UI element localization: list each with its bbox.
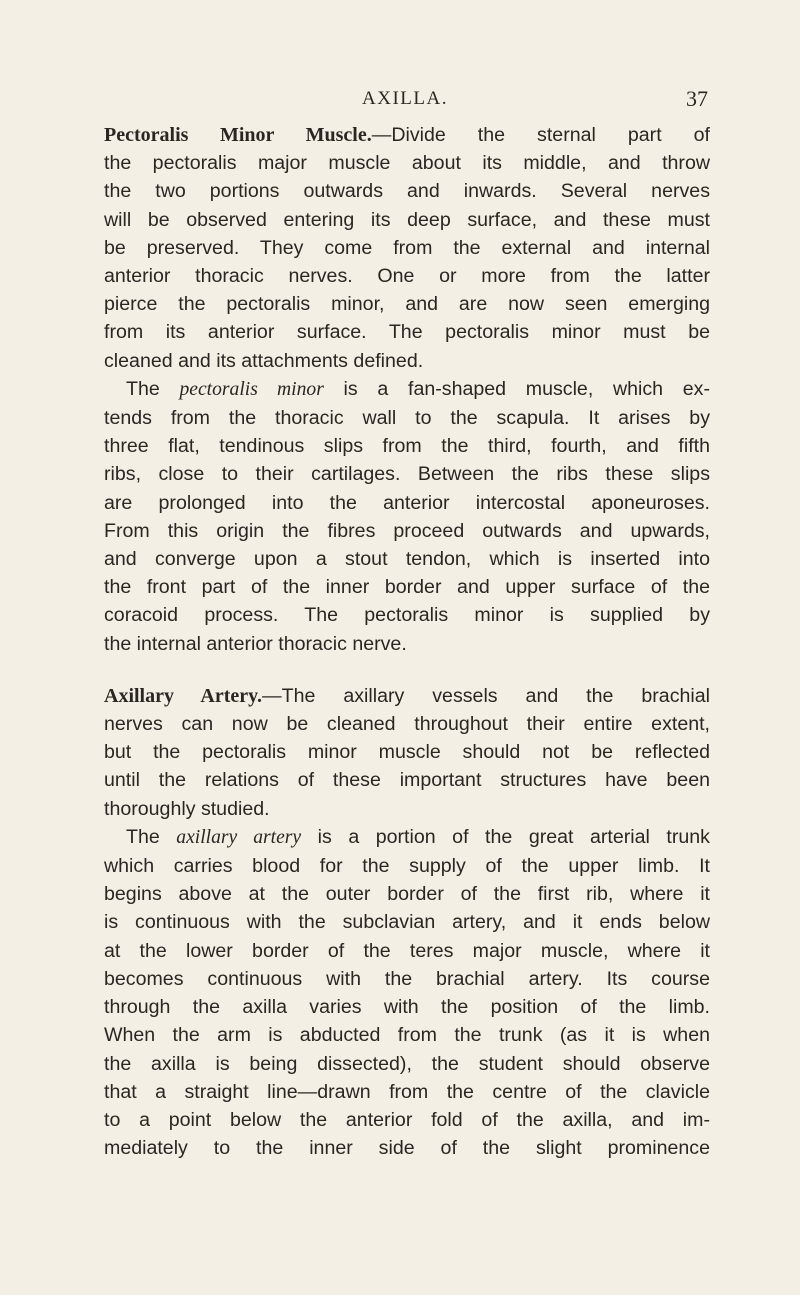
text-line: are prolonged into the anterior intercostal aponeuroses. xyxy=(104,491,710,514)
paragraph-axillary-artery-description xyxy=(104,823,710,1162)
text-line: the pectoralis major muscle about its middle, and throw xyxy=(104,152,710,175)
text-line: three flat, tendinous slips from the third, fourth, and fifth xyxy=(104,435,710,458)
text-line: pierce the pectoralis minor, and are now seen emerging xyxy=(104,293,710,316)
paragraph-pectoralis-minor-dissection xyxy=(104,121,710,375)
text-line-content: —The axillary vessels and the brachial xyxy=(262,684,710,707)
running-head xyxy=(100,86,710,116)
text-line: until the relations of these important structures have been xyxy=(104,769,710,792)
running-title: AXILLA. xyxy=(362,88,448,109)
text-line: ribs, close to their cartilages. Between the ribs these slips xyxy=(104,463,710,486)
text-line-content: —Divide the sternal part of xyxy=(371,124,711,146)
text-line-content: is a fan-shaped muscle, which ex- xyxy=(323,377,710,400)
text-line: and converge upon a stout tendon, which is inserted into xyxy=(104,548,710,571)
text-line: from its anterior surface. The pectoralis minor must be xyxy=(104,321,710,344)
text-line: From this origin the fibres proceed outwards and upwards, xyxy=(104,519,710,542)
text-line: through the axilla varies with the position of the limb. xyxy=(104,996,710,1019)
text-lead: The xyxy=(126,377,180,400)
text-line: begins above at the outer border of the first rib, where it xyxy=(104,883,710,906)
text-line: tends from the thoracic wall to the scapula. It arises by xyxy=(104,407,710,430)
text-line: nerves can now be cleaned throughout their entire extent, xyxy=(104,713,710,736)
paragraph-pectoralis-minor-description xyxy=(104,375,710,658)
text-line xyxy=(104,682,710,710)
text-line: When the arm is abducted from the trunk (as it is when xyxy=(104,1024,710,1047)
text-line: thoroughly studied. xyxy=(104,797,270,820)
text-line: that a straight line—drawn from the centre of the clavicle xyxy=(104,1080,710,1103)
text-line xyxy=(104,121,710,149)
text-line: but the pectoralis minor muscle should not be reflected xyxy=(104,741,710,764)
text-line: is continuous with the subclavian artery, and it ends below xyxy=(104,911,710,934)
text-line: will be observed entering its deep surface, and these must xyxy=(104,208,710,231)
text-line: the axilla is being dissected), the student should observe xyxy=(104,1052,710,1075)
text-line: becomes continuous with the brachial artery. Its course xyxy=(104,967,710,990)
text-line: at the lower border of the teres major muscle, where it xyxy=(104,939,710,962)
text-line xyxy=(104,823,710,852)
text-line: to a point below the anterior fold of the axilla, and im- xyxy=(104,1108,710,1131)
body-text xyxy=(104,121,710,1162)
text-line: coracoid process. The pectoralis minor is supplied by xyxy=(104,604,710,627)
text-line: be preserved. They come from the external and internal xyxy=(104,236,710,259)
term-axillary-artery: axillary artery xyxy=(176,826,302,848)
text-line: the two portions outwards and inwards. Several nerves xyxy=(104,180,710,203)
section-spacer xyxy=(104,658,710,682)
text-line: anterior thoracic nerves. One or more from the latter xyxy=(104,265,710,288)
text-line: cleaned and its attachments defined. xyxy=(104,349,424,372)
text-line-content: is a portion of the great arterial trunk xyxy=(301,825,710,848)
text-line: the front part of the inner border and upper surface of the xyxy=(104,576,710,599)
term-pectoralis-minor: pectoralis minor xyxy=(179,378,324,400)
text-line: which carries blood for the supply of the upper limb. It xyxy=(104,855,710,878)
section-heading-axillary-artery: Axillary Artery. xyxy=(104,684,263,707)
text-line xyxy=(104,375,710,404)
text-line: the internal anterior thoracic nerve. xyxy=(104,632,407,655)
text-lead: The xyxy=(126,825,177,848)
section-heading-pectoralis-minor: Pectoralis Minor Muscle. xyxy=(104,124,372,146)
page-number: 37 xyxy=(686,86,708,111)
text-line: mediately to the inner side of the slight prominence xyxy=(104,1137,710,1160)
paragraph-axillary-artery-dissection xyxy=(104,682,710,823)
